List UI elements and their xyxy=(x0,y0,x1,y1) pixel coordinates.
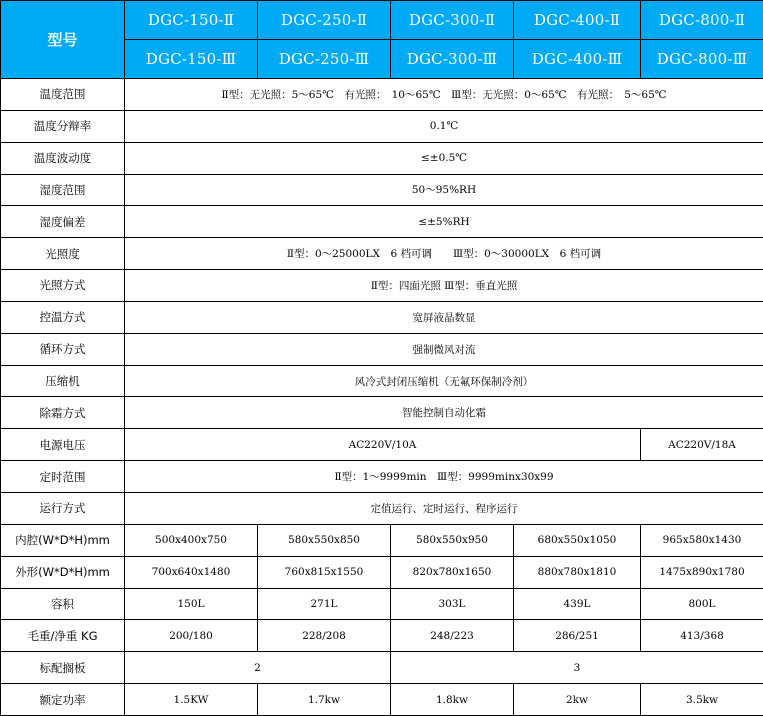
row-label: 光照度 xyxy=(1,238,125,270)
row-value: 700x640x1480 xyxy=(125,556,258,588)
model-cell: DGC-250-Ⅲ xyxy=(258,40,391,79)
row-value: 820x780x1650 xyxy=(391,556,514,588)
table-row xyxy=(1,524,763,556)
table-row xyxy=(1,142,763,174)
table-header xyxy=(1,1,763,79)
row-value: 800L xyxy=(641,588,763,620)
model-cell: DGC-400-Ⅱ xyxy=(514,1,641,40)
row-value: 1.8kw xyxy=(391,684,514,716)
row-label: 定时范围 xyxy=(1,461,125,493)
model-cell: DGC-300-Ⅲ xyxy=(391,40,514,79)
row-label: 运行方式 xyxy=(1,492,125,524)
row-label: 容积 xyxy=(1,588,125,620)
row-value: 风冷式封闭压缩机（无氟环保制冷剂） xyxy=(125,365,763,397)
model-cell: DGC-400-Ⅲ xyxy=(514,40,641,79)
row-value: 413/368 xyxy=(641,620,763,652)
row-value: ≤±5%RH xyxy=(125,206,763,238)
row-value: Ⅱ型：无光照：5～65℃ 有光照： 10～65℃ Ⅲ型：无光照：0～65℃ 有光照： 5～65℃ xyxy=(125,79,763,111)
table-row xyxy=(1,365,763,397)
row-value: 680x550x1050 xyxy=(514,524,641,556)
row-value: 智能控制自动化霜 xyxy=(125,397,763,429)
row-label: 内腔(W*D*H)mm xyxy=(1,524,125,556)
row-value: 1475x890x1780 xyxy=(641,556,763,588)
table-row xyxy=(1,556,763,588)
row-value: 0.1℃ xyxy=(125,110,763,142)
model-cell: DGC-300-Ⅱ xyxy=(391,1,514,40)
row-label: 控温方式 xyxy=(1,301,125,333)
table-row xyxy=(1,397,763,429)
table-row xyxy=(1,652,763,684)
table-row xyxy=(1,684,763,716)
table-row xyxy=(1,492,763,524)
row-label: 压缩机 xyxy=(1,365,125,397)
row-value: 303L xyxy=(391,588,514,620)
row-label: 温度分辩率 xyxy=(1,110,125,142)
row-label: 标配搁板 xyxy=(1,652,125,684)
row-value: 2 xyxy=(125,652,391,684)
row-value: 定值运行、定时运行、程序运行 xyxy=(125,492,763,524)
row-value: 760x815x1550 xyxy=(258,556,391,588)
row-label: 外形(W*D*H)mm xyxy=(1,556,125,588)
model-cell: DGC-800-Ⅲ xyxy=(641,40,763,79)
row-label: 光照方式 xyxy=(1,270,125,302)
row-label: 除霜方式 xyxy=(1,397,125,429)
table-row xyxy=(1,588,763,620)
row-value: 3 xyxy=(391,652,763,684)
row-value: 228/208 xyxy=(258,620,391,652)
table-row xyxy=(1,620,763,652)
row-label: 温度波动度 xyxy=(1,142,125,174)
model-header-label: 型号 xyxy=(1,1,125,79)
row-value: ≤±0.5℃ xyxy=(125,142,763,174)
row-value: 880x780x1810 xyxy=(514,556,641,588)
row-label: 湿度范围 xyxy=(1,174,125,206)
table-row xyxy=(1,238,763,270)
row-value: 50～95%RH xyxy=(125,174,763,206)
row-value: Ⅱ型：1～9999min Ⅲ型：9999minx30x99 xyxy=(125,461,763,493)
row-label: 额定功率 xyxy=(1,684,125,716)
model-cell: DGC-150-Ⅱ xyxy=(125,1,258,40)
row-value: 439L xyxy=(514,588,641,620)
row-value: 3.5kw xyxy=(641,684,763,716)
row-value: 1.7kw xyxy=(258,684,391,716)
model-cell: DGC-250-Ⅱ xyxy=(258,1,391,40)
model-cell: DGC-800-Ⅱ xyxy=(641,1,763,40)
table-row xyxy=(1,301,763,333)
row-label: 湿度偏差 xyxy=(1,206,125,238)
row-label: 循环方式 xyxy=(1,333,125,365)
table-row xyxy=(1,270,763,302)
table-row xyxy=(1,79,763,111)
row-value: AC220V/10A xyxy=(125,429,641,461)
row-value: 580x550x850 xyxy=(258,524,391,556)
table-row xyxy=(1,174,763,206)
table-row xyxy=(1,333,763,365)
row-value: 580x550x950 xyxy=(391,524,514,556)
row-label: 毛重/净重 KG xyxy=(1,620,125,652)
row-value: 965x580x1430 xyxy=(641,524,763,556)
header-row-1 xyxy=(1,1,763,40)
row-value: 1.5KW xyxy=(125,684,258,716)
row-value: 248/223 xyxy=(391,620,514,652)
row-value: 强制微风对流 xyxy=(125,333,763,365)
row-label: 电源电压 xyxy=(1,429,125,461)
table-row xyxy=(1,110,763,142)
row-value: 271L xyxy=(258,588,391,620)
row-value: Ⅱ型：四面光照 Ⅲ型：垂直光照 xyxy=(125,270,763,302)
table-row xyxy=(1,429,763,461)
row-value: 500x400x750 xyxy=(125,524,258,556)
row-value: Ⅱ型：0～25000LX 6 档可调 Ⅲ型：0～30000LX 6 档可调 xyxy=(125,238,763,270)
table-row xyxy=(1,461,763,493)
row-value: 宽屏液晶数显 xyxy=(125,301,763,333)
row-value: 2kw xyxy=(514,684,641,716)
table-row xyxy=(1,206,763,238)
row-label: 温度范围 xyxy=(1,79,125,111)
model-cell: DGC-150-Ⅲ xyxy=(125,40,258,79)
row-value: 150L xyxy=(125,588,258,620)
table-body xyxy=(1,79,763,716)
row-value: 200/180 xyxy=(125,620,258,652)
row-value: 286/251 xyxy=(514,620,641,652)
row-value: AC220V/18A xyxy=(641,429,763,461)
